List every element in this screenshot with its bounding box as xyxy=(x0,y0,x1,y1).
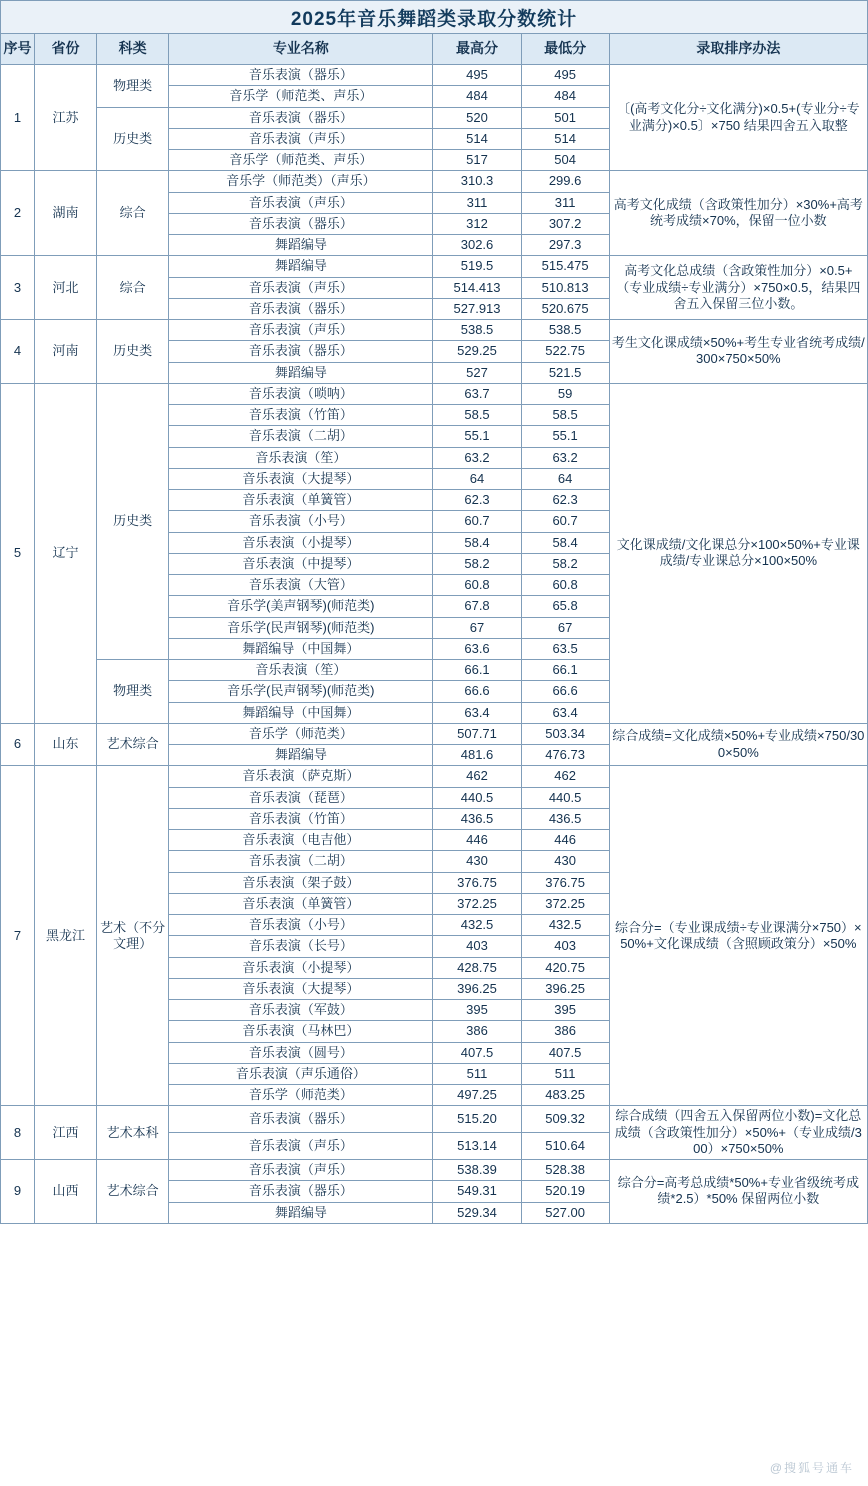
major-name-cell: 音乐表演（大提琴） xyxy=(169,468,433,489)
major-name-cell: 音乐表演（大提琴） xyxy=(169,978,433,999)
min-score-cell: 403 xyxy=(521,936,609,957)
min-score-cell: 67 xyxy=(521,617,609,638)
major-name-cell: 音乐表演（器乐） xyxy=(169,1106,433,1133)
min-score-cell: 297.3 xyxy=(521,235,609,256)
major-name-cell: 音乐表演（电吉他） xyxy=(169,830,433,851)
min-score-cell: 420.75 xyxy=(521,957,609,978)
min-score-cell: 510.64 xyxy=(521,1133,609,1160)
major-name-cell: 音乐表演（小提琴） xyxy=(169,532,433,553)
category-cell: 综合 xyxy=(97,171,169,256)
max-score-cell: 428.75 xyxy=(433,957,521,978)
max-score-cell: 58.4 xyxy=(433,532,521,553)
major-name-cell: 音乐表演（琵琶） xyxy=(169,787,433,808)
min-score-cell: 311 xyxy=(521,192,609,213)
min-score-cell: 59 xyxy=(521,383,609,404)
major-name-cell: 音乐表演（大管） xyxy=(169,575,433,596)
table-row xyxy=(1,171,868,192)
max-score-cell: 432.5 xyxy=(433,915,521,936)
max-score-cell: 446 xyxy=(433,830,521,851)
max-score-cell: 520 xyxy=(433,107,521,128)
max-score-cell: 67 xyxy=(433,617,521,638)
row-index: 8 xyxy=(1,1106,35,1160)
watermark-text: @搜狐号通车 xyxy=(769,1461,854,1475)
province-cell: 江苏 xyxy=(35,65,97,171)
category-cell: 艺术本科 xyxy=(97,1106,169,1160)
major-name-cell: 音乐表演（小号） xyxy=(169,511,433,532)
major-name-cell: 音乐学(民声钢琴)(师范类) xyxy=(169,617,433,638)
max-score-cell: 515.20 xyxy=(433,1106,521,1133)
max-score-cell: 529.34 xyxy=(433,1202,521,1223)
max-score-cell: 514.413 xyxy=(433,277,521,298)
max-score-cell: 538.39 xyxy=(433,1160,521,1181)
max-score-cell: 517 xyxy=(433,150,521,171)
ranking-rule-cell: 高考文化成绩（含政策性加分）×30%+高考统考成绩×70%，保留一位小数 xyxy=(609,171,867,256)
province-cell: 湖南 xyxy=(35,171,97,256)
max-score-cell: 66.1 xyxy=(433,660,521,681)
major-name-cell: 音乐表演（军鼓） xyxy=(169,1000,433,1021)
max-score-cell: 514 xyxy=(433,128,521,149)
min-score-cell: 63.5 xyxy=(521,638,609,659)
major-name-cell: 音乐表演（声乐） xyxy=(169,192,433,213)
table-body xyxy=(1,65,868,1224)
min-score-cell: 501 xyxy=(521,107,609,128)
major-name-cell: 音乐表演（器乐） xyxy=(169,107,433,128)
document-title-bar xyxy=(0,0,868,33)
max-score-cell: 64 xyxy=(433,468,521,489)
major-name-cell: 舞蹈编导（中国舞） xyxy=(169,638,433,659)
ranking-rule-cell: 综合成绩（四舍五入保留两位小数)=文化总成绩（含政策性加分）×50%+（专业成绩/300）×750×50% xyxy=(609,1106,867,1160)
table-row xyxy=(1,320,868,341)
ranking-rule-cell: 〔(高考文化分÷文化满分)×0.5+(专业分÷专业满分)×0.5〕×750 结果四舍五入取整 xyxy=(609,65,867,171)
min-score-cell: 520.675 xyxy=(521,298,609,319)
category-cell: 艺术综合 xyxy=(97,723,169,766)
province-cell: 河北 xyxy=(35,256,97,320)
min-score-cell: 64 xyxy=(521,468,609,489)
major-name-cell: 音乐表演（器乐） xyxy=(169,213,433,234)
major-name-cell: 音乐表演（器乐） xyxy=(169,1181,433,1202)
category-cell: 艺术（不分文理） xyxy=(97,766,169,1106)
major-name-cell: 音乐表演（声乐） xyxy=(169,320,433,341)
major-name-cell: 音乐学（师范类、声乐） xyxy=(169,86,433,107)
major-name-cell: 音乐表演（小号） xyxy=(169,915,433,936)
province-cell: 黑龙江 xyxy=(35,766,97,1106)
min-score-cell: 407.5 xyxy=(521,1042,609,1063)
major-name-cell: 音乐表演（单簧管） xyxy=(169,490,433,511)
max-score-cell: 407.5 xyxy=(433,1042,521,1063)
max-score-cell: 386 xyxy=(433,1021,521,1042)
max-score-cell: 62.3 xyxy=(433,490,521,511)
max-score-cell: 312 xyxy=(433,213,521,234)
min-score-cell: 66.6 xyxy=(521,681,609,702)
table-header-row xyxy=(1,34,868,65)
max-score-cell: 462 xyxy=(433,766,521,787)
min-score-cell: 372.25 xyxy=(521,893,609,914)
major-name-cell: 音乐表演（竹笛） xyxy=(169,405,433,426)
row-index: 1 xyxy=(1,65,35,171)
province-cell: 辽宁 xyxy=(35,383,97,723)
province-cell: 江西 xyxy=(35,1106,97,1160)
major-name-cell: 舞蹈编导 xyxy=(169,362,433,383)
major-name-cell: 音乐表演（小提琴） xyxy=(169,957,433,978)
table-row xyxy=(1,256,868,277)
max-score-cell: 519.5 xyxy=(433,256,521,277)
min-score-cell: 299.6 xyxy=(521,171,609,192)
min-score-cell: 436.5 xyxy=(521,808,609,829)
min-score-cell: 509.32 xyxy=(521,1106,609,1133)
row-index: 7 xyxy=(1,766,35,1106)
category-cell: 综合 xyxy=(97,256,169,320)
min-score-cell: 66.1 xyxy=(521,660,609,681)
major-name-cell: 音乐表演（声乐通俗） xyxy=(169,1063,433,1084)
category-cell: 物理类 xyxy=(97,660,169,724)
max-score-cell: 513.14 xyxy=(433,1133,521,1160)
min-score-cell: 495 xyxy=(521,65,609,86)
min-score-cell: 522.75 xyxy=(521,341,609,362)
min-score-cell: 307.2 xyxy=(521,213,609,234)
max-score-cell: 60.8 xyxy=(433,575,521,596)
table-row xyxy=(1,383,868,404)
major-name-cell: 音乐表演（圆号） xyxy=(169,1042,433,1063)
header-rule: 录取排序办法 xyxy=(609,34,867,65)
major-name-cell: 音乐表演（马林巴） xyxy=(169,1021,433,1042)
major-name-cell: 音乐表演（二胡） xyxy=(169,851,433,872)
min-score-cell: 527.00 xyxy=(521,1202,609,1223)
province-cell: 河南 xyxy=(35,320,97,384)
row-index: 3 xyxy=(1,256,35,320)
max-score-cell: 529.25 xyxy=(433,341,521,362)
header-index: 序号 xyxy=(1,34,35,65)
row-index: 6 xyxy=(1,723,35,766)
min-score-cell: 476.73 xyxy=(521,745,609,766)
ranking-rule-cell: 高考文化总成绩（含政策性加分）×0.5+（专业成绩÷专业满分）×750×0.5，结果四舍五入保留三位小数。 xyxy=(609,256,867,320)
max-score-cell: 403 xyxy=(433,936,521,957)
min-score-cell: 396.25 xyxy=(521,978,609,999)
table-row xyxy=(1,1160,868,1181)
max-score-cell: 395 xyxy=(433,1000,521,1021)
min-score-cell: 511 xyxy=(521,1063,609,1084)
row-index: 5 xyxy=(1,383,35,723)
max-score-cell: 497.25 xyxy=(433,1085,521,1106)
min-score-cell: 528.38 xyxy=(521,1160,609,1181)
major-name-cell: 音乐学（师范类）（声乐） xyxy=(169,171,433,192)
major-name-cell: 舞蹈编导 xyxy=(169,256,433,277)
major-name-cell: 音乐表演（器乐） xyxy=(169,341,433,362)
min-score-cell: 63.4 xyxy=(521,702,609,723)
province-cell: 山东 xyxy=(35,723,97,766)
province-cell: 山西 xyxy=(35,1160,97,1224)
max-score-cell: 527 xyxy=(433,362,521,383)
row-index: 4 xyxy=(1,320,35,384)
max-score-cell: 63.4 xyxy=(433,702,521,723)
table-row xyxy=(1,1106,868,1133)
min-score-cell: 430 xyxy=(521,851,609,872)
major-name-cell: 音乐学（师范类） xyxy=(169,723,433,744)
major-name-cell: 音乐表演（器乐） xyxy=(169,65,433,86)
major-name-cell: 音乐表演（唢呐） xyxy=(169,383,433,404)
ranking-rule-cell: 综合分=高考总成绩*50%+专业省级统考成绩*2.5）*50% 保留两位小数 xyxy=(609,1160,867,1224)
ranking-rule-cell: 考生文化课成绩×50%+考生专业省统考成绩/300×750×50% xyxy=(609,320,867,384)
major-name-cell: 音乐学(民声钢琴)(师范类) xyxy=(169,681,433,702)
max-score-cell: 60.7 xyxy=(433,511,521,532)
min-score-cell: 432.5 xyxy=(521,915,609,936)
ranking-rule-cell: 综合分=（专业课成绩÷专业课满分×750）×50%+文化课成绩（含照顾政策分）×50% xyxy=(609,766,867,1106)
category-cell: 物理类 xyxy=(97,65,169,108)
max-score-cell: 527.913 xyxy=(433,298,521,319)
max-score-cell: 481.6 xyxy=(433,745,521,766)
max-score-cell: 55.1 xyxy=(433,426,521,447)
min-score-cell: 521.5 xyxy=(521,362,609,383)
major-name-cell: 舞蹈编导 xyxy=(169,745,433,766)
table-row xyxy=(1,723,868,744)
max-score-cell: 66.6 xyxy=(433,681,521,702)
min-score-cell: 515.475 xyxy=(521,256,609,277)
max-score-cell: 484 xyxy=(433,86,521,107)
row-index: 2 xyxy=(1,171,35,256)
min-score-cell: 446 xyxy=(521,830,609,851)
major-name-cell: 舞蹈编导 xyxy=(169,1202,433,1223)
major-name-cell: 音乐表演（中提琴） xyxy=(169,553,433,574)
min-score-cell: 503.34 xyxy=(521,723,609,744)
major-name-cell: 音乐学(美声钢琴)(师范类) xyxy=(169,596,433,617)
max-score-cell: 58.5 xyxy=(433,405,521,426)
max-score-cell: 63.7 xyxy=(433,383,521,404)
max-score-cell: 430 xyxy=(433,851,521,872)
max-score-cell: 310.3 xyxy=(433,171,521,192)
max-score-cell: 538.5 xyxy=(433,320,521,341)
table-row xyxy=(1,766,868,787)
min-score-cell: 483.25 xyxy=(521,1085,609,1106)
min-score-cell: 376.75 xyxy=(521,872,609,893)
major-name-cell: 音乐表演（声乐） xyxy=(169,1160,433,1181)
max-score-cell: 396.25 xyxy=(433,978,521,999)
major-name-cell: 音乐表演（器乐） xyxy=(169,298,433,319)
ranking-rule-cell: 文化课成绩/文化课总分×100×50%+专业课成绩/专业课总分×100×50% xyxy=(609,383,867,723)
min-score-cell: 386 xyxy=(521,1021,609,1042)
min-score-cell: 395 xyxy=(521,1000,609,1021)
min-score-cell: 462 xyxy=(521,766,609,787)
min-score-cell: 510.813 xyxy=(521,277,609,298)
category-cell: 历史类 xyxy=(97,383,169,659)
min-score-cell: 60.8 xyxy=(521,575,609,596)
row-index: 9 xyxy=(1,1160,35,1224)
major-name-cell: 舞蹈编导 xyxy=(169,235,433,256)
page-title: 2025年音乐舞蹈类录取分数统计 xyxy=(290,8,578,30)
category-cell: 历史类 xyxy=(97,107,169,171)
max-score-cell: 436.5 xyxy=(433,808,521,829)
max-score-cell: 549.31 xyxy=(433,1181,521,1202)
major-name-cell: 音乐表演（笙） xyxy=(169,660,433,681)
score-table xyxy=(0,33,868,1224)
table-row xyxy=(1,65,868,86)
min-score-cell: 58.2 xyxy=(521,553,609,574)
min-score-cell: 520.19 xyxy=(521,1181,609,1202)
major-name-cell: 音乐表演（竹笛） xyxy=(169,808,433,829)
major-name-cell: 舞蹈编导（中国舞） xyxy=(169,702,433,723)
major-name-cell: 音乐表演（架子鼓） xyxy=(169,872,433,893)
major-name-cell: 音乐学（师范类、声乐） xyxy=(169,150,433,171)
max-score-cell: 67.8 xyxy=(433,596,521,617)
min-score-cell: 58.4 xyxy=(521,532,609,553)
min-score-cell: 55.1 xyxy=(521,426,609,447)
category-cell: 历史类 xyxy=(97,320,169,384)
max-score-cell: 376.75 xyxy=(433,872,521,893)
major-name-cell: 音乐表演（声乐） xyxy=(169,128,433,149)
max-score-cell: 495 xyxy=(433,65,521,86)
ranking-rule-cell: 综合成绩=文化成绩×50%+专业成绩×750/300×50% xyxy=(609,723,867,766)
max-score-cell: 311 xyxy=(433,192,521,213)
min-score-cell: 538.5 xyxy=(521,320,609,341)
major-name-cell: 音乐表演（长号） xyxy=(169,936,433,957)
max-score-cell: 58.2 xyxy=(433,553,521,574)
max-score-cell: 302.6 xyxy=(433,235,521,256)
header-max-score: 最高分 xyxy=(433,34,521,65)
major-name-cell: 音乐表演（声乐） xyxy=(169,277,433,298)
category-cell: 艺术综合 xyxy=(97,1160,169,1224)
header-province: 省份 xyxy=(35,34,97,65)
major-name-cell: 音乐表演（声乐） xyxy=(169,1133,433,1160)
major-name-cell: 音乐学（师范类） xyxy=(169,1085,433,1106)
min-score-cell: 58.5 xyxy=(521,405,609,426)
header-major: 专业名称 xyxy=(169,34,433,65)
major-name-cell: 音乐表演（单簧管） xyxy=(169,893,433,914)
min-score-cell: 63.2 xyxy=(521,447,609,468)
max-score-cell: 372.25 xyxy=(433,893,521,914)
max-score-cell: 511 xyxy=(433,1063,521,1084)
min-score-cell: 504 xyxy=(521,150,609,171)
min-score-cell: 484 xyxy=(521,86,609,107)
max-score-cell: 63.6 xyxy=(433,638,521,659)
min-score-cell: 65.8 xyxy=(521,596,609,617)
major-name-cell: 音乐表演（笙） xyxy=(169,447,433,468)
header-min-score: 最低分 xyxy=(521,34,609,65)
header-category: 科类 xyxy=(97,34,169,65)
min-score-cell: 440.5 xyxy=(521,787,609,808)
major-name-cell: 音乐表演（二胡） xyxy=(169,426,433,447)
max-score-cell: 440.5 xyxy=(433,787,521,808)
max-score-cell: 63.2 xyxy=(433,447,521,468)
min-score-cell: 62.3 xyxy=(521,490,609,511)
major-name-cell: 音乐表演（萨克斯） xyxy=(169,766,433,787)
min-score-cell: 514 xyxy=(521,128,609,149)
max-score-cell: 507.71 xyxy=(433,723,521,744)
min-score-cell: 60.7 xyxy=(521,511,609,532)
